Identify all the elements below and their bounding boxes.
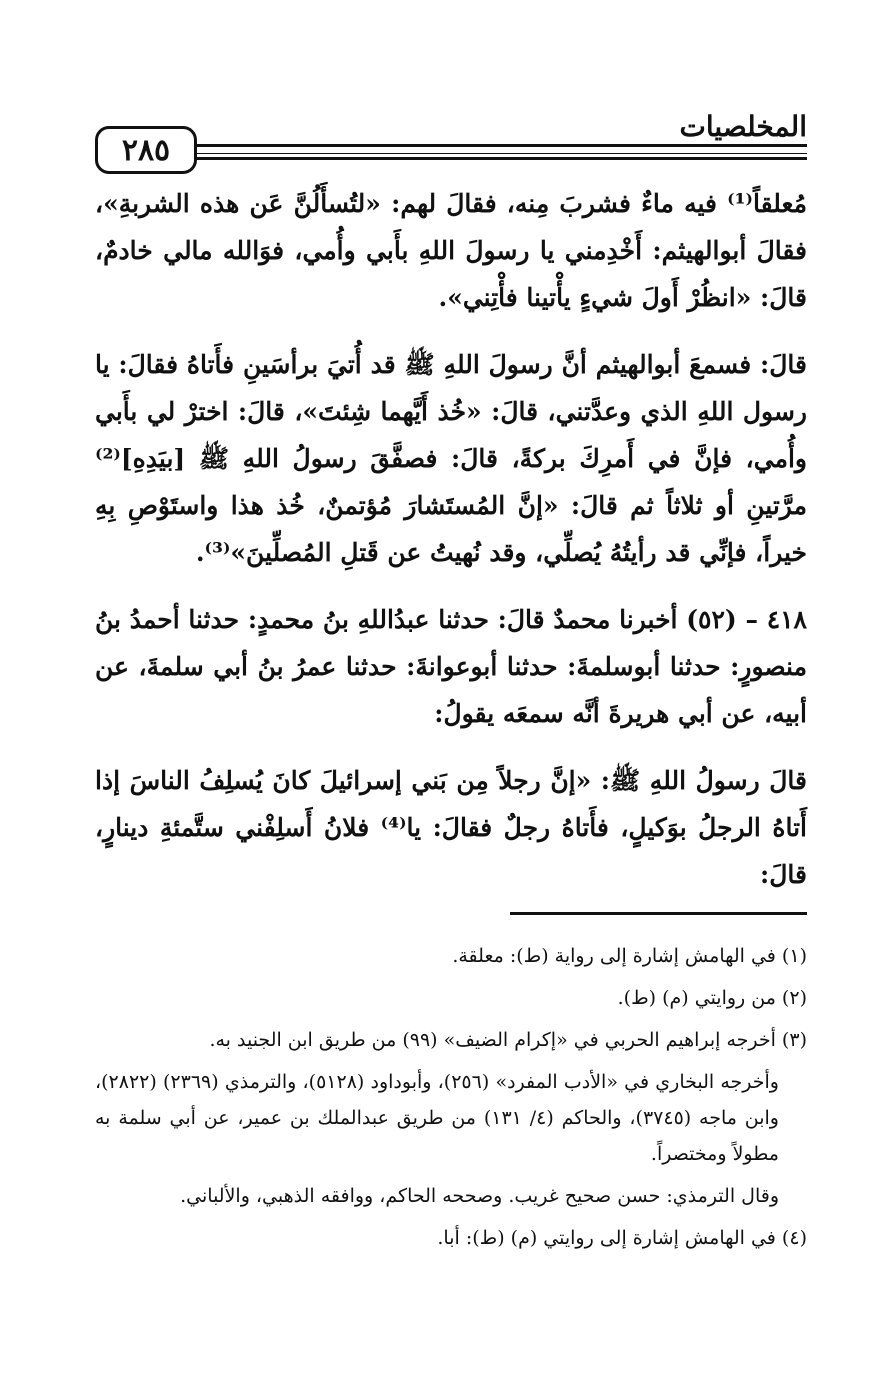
paragraph-1: مُعلقاً⁽¹⁾ فيه ماءٌ فشربَ مِنه، فقالَ لهم: «لتُسأَلُنَّ عَن هذه الشربةِ»، فقالَ أبوالهيثم: أَخْدِمني يا رسولَ اللهِ بأَبي وأُمي، فوَالله مالي خادمٌ، قالَ: «انظُرْ أَولَ شيءٍ يأْتينا فأْتِني». — [95, 189, 807, 312]
footnote-separator — [510, 912, 807, 915]
running-title: المخلصيات — [679, 110, 807, 143]
footnote-3-continued: وأخرجه البخاري في «الأدب المفرد» (٢٥٦)، وأبوداود (٥١٢٨)، والترمذي (٢٣٦٩) (٢٨٢٢)، وابن ماجه (٣٧٤٥)، والحاكم (٤/ ١٣١) من طريق عبدالملك بن عمير، عن أبي سلمة به مطولاً ومختصراً. — [95, 1071, 779, 1165]
footnote-3: (٣) أخرجه إبراهيم الحربي في «إكرام الضيف» (٩٩) من طريق ابن الجنيد به. — [209, 1029, 807, 1051]
footnote-3-tirmidhi-note: وقال الترمذي: حسن صحيح غريب. وصححه الحاكم، ووافقه الذهبي، والألباني. — [180, 1185, 779, 1207]
page-number: ٢٨٥ — [95, 126, 197, 174]
footnote-2: (٢) من روايتي (م) (ط). — [617, 987, 807, 1009]
paragraph-3-hadith-418: ٤١٨ – (٥٢) أخبرنا محمدٌ قالَ: حدثنا عبدُاللهِ بنُ محمدٍ: حدثنا أحمدُ بنُ منصورٍ: حدثنا أبوسلمةَ: حدثنا أبوعوانةَ: حدثنا عمرُ بنُ أبي سلمةَ، عن أبيه، عن أبي هريرةَ أنَّه سمعَه يقولُ: — [95, 605, 807, 728]
page-header — [95, 104, 807, 176]
header-rule-thin — [195, 153, 807, 154]
paragraph-4: قالَ رسولُ اللهِ ﷺ: «إنَّ رجلاً مِن بَني إسرائيلَ كانَ يُسلِفُ الناسَ إذا أَتاهُ الرجلُ بوَكيلٍ، فأَتاهُ رجلٌ فقالَ: يا⁽⁴⁾ فلانُ أَسلِفْني ستَّمئةِ دينارٍ، قالَ: — [95, 766, 807, 889]
footnote-1: (١) في الهامش إشارة إلى رواية (ط): معلقة. — [452, 945, 807, 967]
footnote-4: (٤) في الهامش إشارة إلى روايتي (م) (ط): أبا. — [437, 1227, 807, 1249]
header-rule — [195, 144, 807, 160]
footnotes — [95, 938, 807, 1262]
paragraph-2: قالَ: فسمعَ أبوالهيثم أنَّ رسولَ اللهِ ﷺ قد أُتيَ برأسَينِ فأَتاهُ فقالَ: يا رسول اللهِ الذي وعدَّتني، قالَ: «خُذ أَيَّهما شِئتَ»، قالَ: اخترْ لي بأَبي وأُمي، فإنَّ في أَمرِكَ بركةً، قالَ: فصفَّقَ رسولُ اللهِ ﷺ [بيَدِهِ]⁽²⁾ مرَّتينِ أو ثلاثاً ثم قالَ: «إنَّ المُستَشارَ مُؤتمنٌ، خُذ هذا واستَوْصِ بِهِ خيراً، فإنِّي قد رأيتُهُ يُصلِّي، وقد نُهيتُ عن قَتلِ المُصلِّينَ»⁽³⁾. — [95, 350, 807, 567]
main-text — [95, 180, 807, 918]
